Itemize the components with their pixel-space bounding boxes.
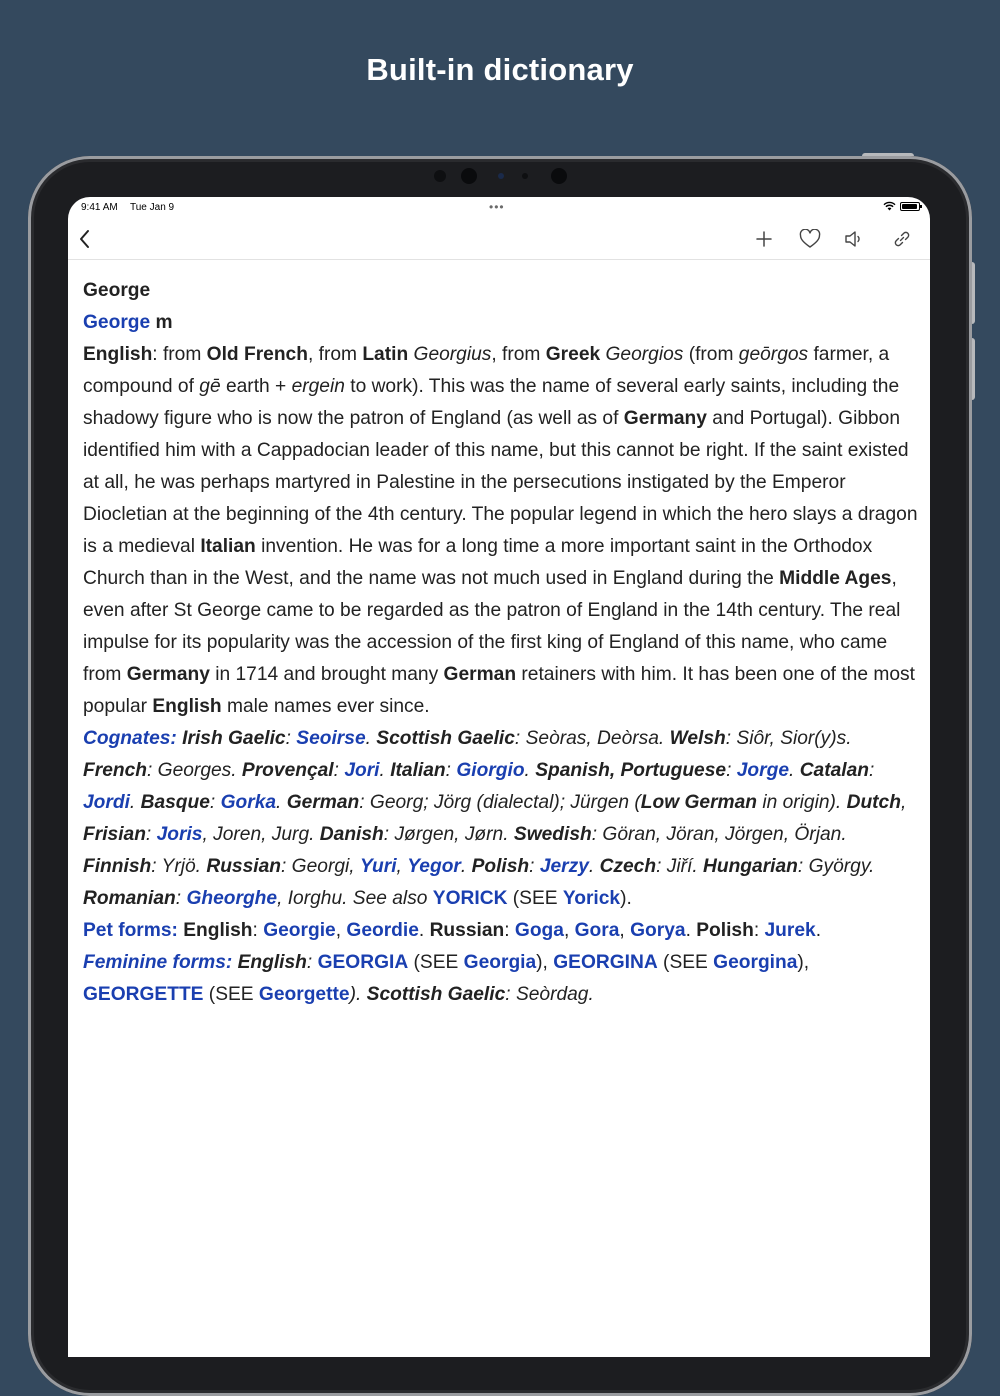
back-button[interactable] xyxy=(71,225,99,253)
link-georgia-cap[interactable]: GEORGIA xyxy=(317,952,409,973)
feminine-forms-label[interactable]: Feminine forms: xyxy=(83,952,233,973)
link-yorick[interactable]: Yorick xyxy=(562,888,621,909)
pet-forms-label[interactable]: Pet forms: xyxy=(83,920,178,941)
link-seoirse[interactable]: Seoirse xyxy=(296,728,366,749)
status-time: 9:41 AM xyxy=(81,202,118,213)
wifi-icon xyxy=(883,201,896,211)
sensor-dot xyxy=(434,170,446,182)
link-icon xyxy=(892,229,912,249)
link-button[interactable] xyxy=(888,225,916,253)
camera-lens xyxy=(498,173,504,179)
heart-icon xyxy=(799,229,821,249)
plus-icon xyxy=(755,230,773,248)
link-jerzy[interactable]: Jerzy xyxy=(539,856,589,877)
cognates-paragraph: Cognates: Irish Gaelic: Seoirse. Scottish Gaelic: Seòras, Deòrsa. Welsh: Siôr, Sior(y)s. French: Georges. Provençal: Jori. Italian: Giorgio. Spanish, Portuguese: Jorge. Catalan: Jordi. Basque: Gorka. German: Georg; Jörg (dialectal); Jürgen (Low German in origin). Dutch, Frisian: Joris, Joren, Jurg. Danish: Jørgen, Jørn. Swedish: Göran, Jöran, Jörgen, Örjan. Finnish: Yrjö. Russian: Georgi, Yuri, Yegor. Polish: Jerzy. Czech: Jiří. Hungarian: György. Romanian: Gheorghe, Iorghu. See also YORICK (SEE Yorick). xyxy=(83,728,907,909)
link-georgina-cap[interactable]: GEORGINA xyxy=(553,952,658,973)
headword-link[interactable]: George xyxy=(83,312,151,333)
link-georgia[interactable]: Georgia xyxy=(463,952,537,973)
speaker-icon xyxy=(844,229,864,249)
link-jori[interactable]: Jori xyxy=(344,760,380,781)
link-yorick-cap[interactable]: YORICK xyxy=(432,888,508,909)
status-date: Tue Jan 9 xyxy=(130,202,175,213)
cognates-label[interactable]: Cognates: xyxy=(83,728,177,749)
status-bar xyxy=(68,197,930,219)
favorite-button[interactable] xyxy=(796,225,824,253)
navigation-bar xyxy=(68,219,930,260)
headword-line xyxy=(83,307,918,339)
app-screen xyxy=(68,197,930,1357)
link-georgette[interactable]: Georgette xyxy=(258,984,350,1005)
link-jorge[interactable]: Jorge xyxy=(736,760,790,781)
link-goga[interactable]: Goga xyxy=(514,920,564,941)
page-headline: Built-in dictionary xyxy=(366,52,634,87)
dictionary-entry xyxy=(83,275,918,1011)
battery-icon xyxy=(900,202,920,211)
back-chevron-icon xyxy=(78,229,92,249)
link-gorka[interactable]: Gorka xyxy=(220,792,277,813)
link-geordie[interactable]: Geordie xyxy=(346,920,419,941)
gender-marker: m xyxy=(155,312,173,333)
link-georgie[interactable]: Georgie xyxy=(263,920,336,941)
link-gora[interactable]: Gora xyxy=(574,920,620,941)
pet-forms-paragraph: Pet forms: English: Georgie, Geordie. Russian: Goga, Gora, Gorya. Polish: Jurek. xyxy=(83,920,822,941)
speak-button[interactable] xyxy=(840,225,868,253)
link-georgette-cap[interactable]: GEORGETTE xyxy=(83,984,204,1005)
link-yegor[interactable]: Yegor xyxy=(407,856,461,877)
link-jurek[interactable]: Jurek xyxy=(764,920,816,941)
link-georgina[interactable]: Georgina xyxy=(713,952,798,973)
link-joris[interactable]: Joris xyxy=(156,824,203,845)
front-camera xyxy=(461,168,477,184)
link-yuri[interactable]: Yuri xyxy=(359,856,397,877)
multitasking-dots[interactable]: ••• xyxy=(489,200,505,214)
link-gheorghe[interactable]: Gheorghe xyxy=(186,888,278,909)
sensor-dot xyxy=(551,168,567,184)
feminine-forms-paragraph: Feminine forms: English: GEORGIA (SEE Georgia), GEORGINA (SEE Georgina), GEORGETTE (SEE Georgette). Scottish Gaelic: Seòrdag. xyxy=(83,952,810,1005)
status-indicators xyxy=(883,201,920,211)
sensor-dot xyxy=(522,173,528,179)
entry-title: George xyxy=(83,280,151,301)
add-button[interactable] xyxy=(750,225,778,253)
link-giorgio[interactable]: Giorgio xyxy=(456,760,525,781)
link-gorya[interactable]: Gorya xyxy=(630,920,686,941)
link-jordi[interactable]: Jordi xyxy=(83,792,130,813)
etymology-paragraph: English: from Old French, from Latin Georgius, from Greek Georgios (from geōrgos farmer, a compound of gē earth + ergein to work). This was the name of several early saints, including the shadowy figure who is now the patron of England (as well as of Germany and Portugal). Gibbon identified him with a Cappadocian leader of this name, but this cannot be right. If the saint existed at all, he was perhaps martyred in Palestine in the persecutions instigated by the Emperor Diocletian at the beginning of the 4th century. The popular legend in which the hero slays a dragon is a medieval Italian invention. He was for a long time a more important saint in the Orthodox Church than in the West, and the name was not much used in England during the Middle Ages, even after St George came to be regarded as the patron of England in the 14th century. The real impulse for its popularity was the accession of the first king of England of this name, who came from Germany in 1714 and brought many German retainers with him. It has been one of the most popular English male names ever since. xyxy=(83,344,918,717)
